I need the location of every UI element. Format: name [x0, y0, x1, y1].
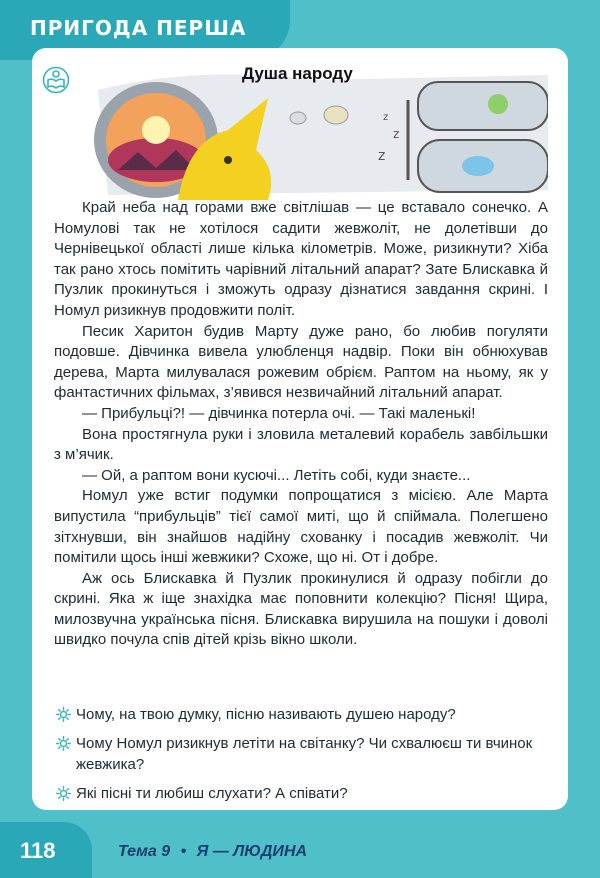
story-paragraph: Вона простягнула руки і зловила металевий корабель завбільшки з м’ячик. — [54, 425, 548, 464]
story-paragraph: Аж ось Блискавка й Пузлик прокинулися й одразу побігли до скрині. Яка ж іще знахідка має поповнити колекцію? Пісня! Щира, милозвучна українська пісня. Блискавка вирушила на пошуки і доволі швидко почула спів дітей крізь вікно школи. — [54, 569, 548, 649]
footer-topic — [118, 843, 313, 861]
questions-list — [56, 704, 550, 812]
sun-bullet-icon — [56, 707, 71, 722]
reading-book-icon — [42, 66, 70, 94]
topic-name: Я — ЛЮДИНА — [196, 843, 308, 860]
question-text: Чому, на твою думку, пісню називають душею народу? — [76, 706, 456, 723]
sun-bullet-icon — [56, 736, 71, 751]
story-card — [32, 48, 568, 810]
question-item — [56, 733, 550, 775]
question-item — [56, 783, 550, 804]
topic-separator: • — [180, 843, 187, 860]
svg-text:z: z — [393, 127, 400, 141]
story-paragraph: Песик Харитон будив Марту дуже рано, бо любив погуляти подовше. Дівчинка вивела улюбленця надвір. Поки він обнюхував дерева, Марта милувалася рожевим обрієм. Раптом на ньому, як у фантастичних фільмах, з’явився незвичайний літальний апарат. — [54, 322, 548, 402]
chapter-title: ПРИГОДА ПЕРША — [30, 16, 247, 40]
story-text — [54, 198, 548, 651]
story-paragraph: — Прибульці?! — дівчинка потерла очі. — Такі маленькі! — [82, 404, 476, 422]
question-text: Чому Номул ризикнув летіти на світанку? Чи схвалюєш ти вчинок жевжика? — [76, 735, 533, 773]
story-paragraph: Край неба над горами вже світлішав — це вставало сонечко. А Номулові так не хотілося садити жевжоліт, не долетівши до Чернівецької області лише кілька кілометрів. Може, ризикнути? Хіба так рано хтось помітить чарівний літальний апарат? Зате Блискавка й Пузлик прокинуться і зможуть одразу дізнатися завдання скрині. І Номул ризикнув продовжити політ. — [54, 199, 548, 319]
svg-text:z: z — [378, 148, 386, 164]
question-text: Які пісні ти любиш слухати? А співати? — [76, 785, 348, 802]
story-paragraph: Номул уже встиг подумки попрощатися з місією. Але Марта випустила “прибульців” тієї самої миті, що й спіймала. Полегшено зітхнувши, він знайшов надійну схованку і посадив жевжоліт. Чи помітили щось інші жевжики? Схоже, що ні. От і добре. — [54, 487, 548, 567]
page-number: 118 — [20, 838, 56, 863]
question-item — [56, 704, 550, 725]
story-paragraph: — Ой, а раптом вони кусючі... Летіть собі, куди знаєте... — [82, 466, 471, 484]
topic-label: Тема 9 — [118, 843, 171, 860]
story-title: Душа народу — [242, 64, 353, 83]
sun-bullet-icon — [56, 786, 71, 801]
svg-text:z: z — [383, 112, 389, 123]
